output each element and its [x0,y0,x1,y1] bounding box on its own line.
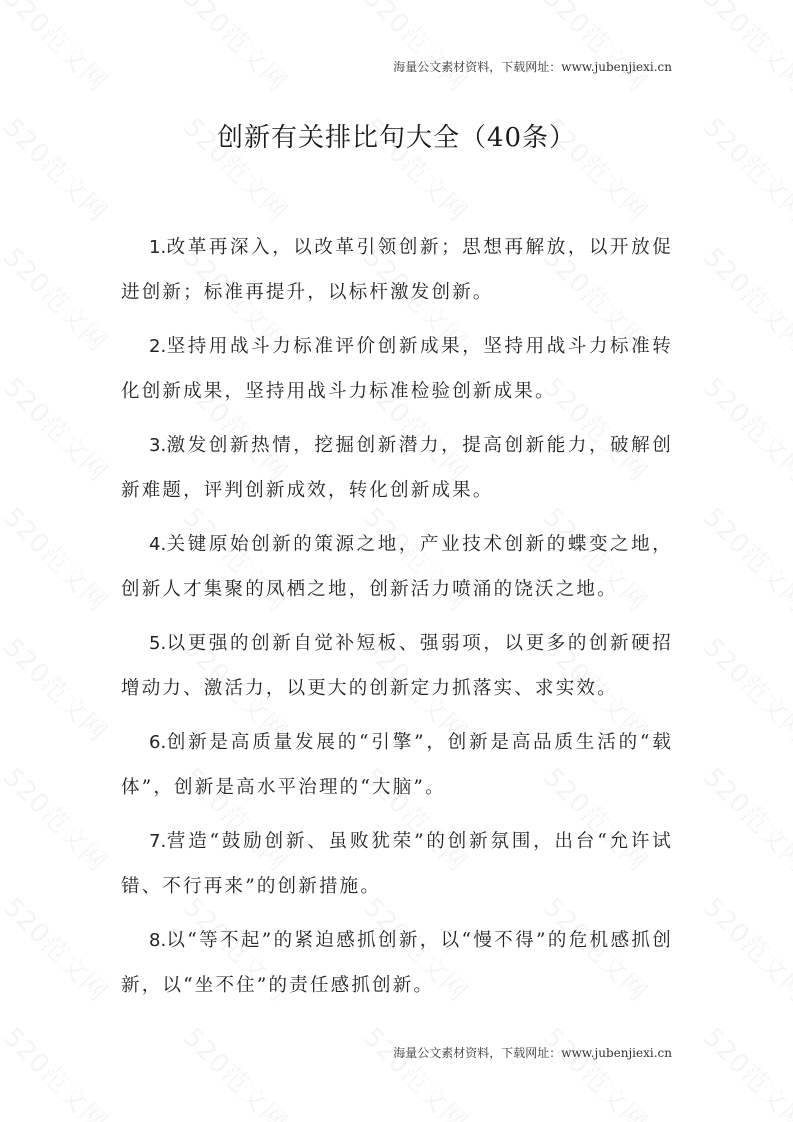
watermark-text [0,498,117,619]
watermark-text [0,0,117,99]
watermark-text [696,1018,793,1122]
watermark-text [696,758,793,879]
item-text: 激发创新热情，挖掘创新潜力，提高创新能力，破解创新难题，评判创新成效，转化创新成果。 [121,435,673,501]
watermark-text [0,888,117,1009]
document-title: 创新有关排比句大全（40条） [216,123,577,153]
item-text: 创新是高质量发展的“引擎”，创新是高品质生活的“载体”，创新是高水平治理的“大脑”。 [121,732,673,798]
list-item [121,720,673,810]
document-body [121,225,673,1008]
item-text: 营造“鼓励创新、虽败犹荣”的创新氛围，出台“允许试错、不行再来”的创新措施。 [121,831,673,897]
watermark-text [176,0,297,99]
item-number: 1. [149,237,167,258]
watermark-text [0,628,117,749]
item-number: 2. [149,336,167,357]
watermark-text [176,1018,297,1122]
watermark-text [356,0,477,99]
watermark-text [696,888,793,1009]
watermark-text [696,238,793,359]
item-number: 7. [149,831,167,852]
watermark-text [0,368,117,489]
list-item [121,225,673,315]
item-text: 关键原始创新的策源之地，产业技术创新的蝶变之地，创新人才集聚的凤栖之地，创新活力喷涌的饶沃之地。 [121,534,673,600]
watermark-text [0,1018,117,1122]
item-text: 改革再深入，以改革引领创新；思想再解放，以开放促进创新；标准再提升，以标杆激发创新。 [121,237,673,303]
list-item [121,324,673,414]
watermark-text [536,1018,657,1122]
watermark-text [696,0,793,99]
list-item [121,423,673,513]
watermark-text [696,368,793,489]
list-item [121,918,673,1008]
item-number: 6. [149,732,167,753]
watermark-text [536,0,657,99]
watermark-text [696,628,793,749]
item-number: 4. [149,534,167,555]
item-number: 3. [149,435,167,456]
item-number: 5. [149,633,167,654]
header-note: 海量公文素材资料，下载网址：www.jubenjiexi.cn [393,60,672,74]
footer-note: 海量公文素材资料，下载网址：www.jubenjiexi.cn [393,1046,672,1060]
watermark-text [0,238,117,359]
item-text: 以更强的创新自觉补短板、强弱项，以更多的创新硬招增动力、激活力，以更大的创新定力抓落实、求实效。 [121,633,673,699]
list-item [121,522,673,612]
item-number: 8. [149,930,167,951]
watermark-text [0,758,117,879]
watermark-text [696,498,793,619]
watermark-text [356,1018,477,1122]
list-item [121,621,673,711]
list-item [121,819,673,909]
item-text: 以“等不起”的紧迫感抓创新，以“慢不得”的危机感抓创新，以“坐不住”的责任感抓创新。 [121,930,673,996]
item-text: 坚持用战斗力标准评价创新成果，坚持用战斗力标准转化创新成果，坚持用战斗力标准检验创新成果。 [121,336,673,402]
